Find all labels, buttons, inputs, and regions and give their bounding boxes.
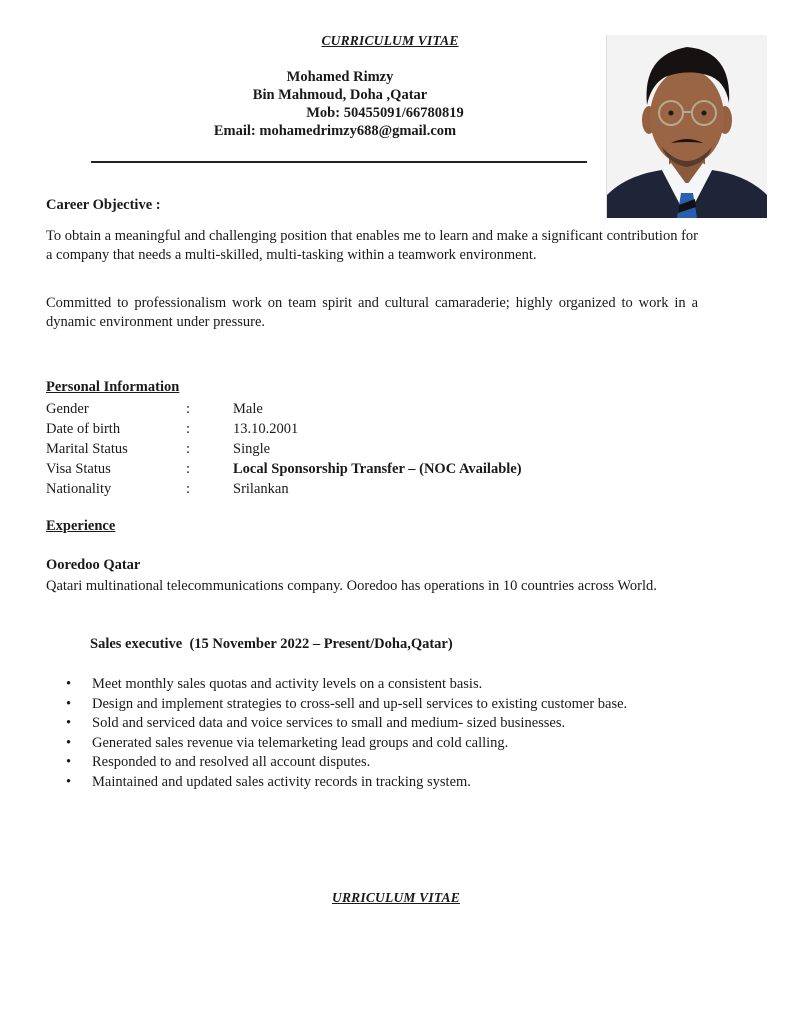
info-value: 13.10.2001 bbox=[233, 421, 299, 437]
job-role: Sales executive (15 November 2022 – Present/Doha,Qatar) bbox=[90, 636, 453, 652]
info-row-visa-status bbox=[46, 459, 522, 479]
candidate-name: Mohamed Rimzy bbox=[286, 69, 394, 85]
duty-text: Sold and serviced data and voice services to small and medium- sized businesses. bbox=[92, 715, 566, 731]
bullet-icon: • bbox=[66, 715, 72, 731]
info-separator: : bbox=[186, 421, 191, 437]
candidate-address: Bin Mahmoud, Doha ,Qatar bbox=[252, 87, 428, 103]
info-key: Marital Status bbox=[46, 441, 128, 457]
info-key: Gender bbox=[46, 401, 89, 417]
profile-photo bbox=[606, 35, 767, 218]
info-value: Single bbox=[233, 441, 271, 457]
duty-text: Generated sales revenue via telemarketing lead groups and cold calling. bbox=[92, 734, 509, 751]
list-item bbox=[66, 773, 627, 793]
info-row-marital-status bbox=[46, 439, 522, 459]
experience-heading: Experience bbox=[46, 518, 116, 534]
contact-block bbox=[90, 68, 590, 140]
info-separator: : bbox=[186, 441, 191, 457]
duty-text: Meet monthly sales quotas and activity levels on a consistent basis. bbox=[92, 676, 483, 692]
info-value: Male bbox=[233, 401, 263, 417]
career-objective-heading: Career Objective : bbox=[46, 197, 161, 213]
candidate-email: Email: mohamedrimzy688@gmail.com bbox=[213, 123, 457, 139]
list-item bbox=[66, 734, 627, 754]
candidate-mobile: Mob: 50455091/66780819 bbox=[306, 105, 464, 121]
duty-text: Design and implement strategies to cross-sell and up-sell services to existing customer base. bbox=[92, 695, 628, 712]
bullet-icon: • bbox=[66, 754, 72, 770]
info-separator: : bbox=[186, 461, 191, 477]
header-divider bbox=[91, 161, 587, 163]
duty-text: Responded to and resolved all account disputes. bbox=[92, 754, 371, 770]
personal-information-heading: Personal Information bbox=[46, 379, 180, 395]
duties-list bbox=[66, 675, 627, 792]
list-item bbox=[66, 675, 627, 695]
info-row-gender bbox=[46, 399, 522, 419]
duty-text: Maintained and updated sales activity records in tracking system. bbox=[92, 773, 471, 790]
info-row-date-of-birth bbox=[46, 419, 522, 439]
bullet-icon: • bbox=[66, 734, 72, 751]
list-item bbox=[66, 714, 627, 734]
company-name: Ooredoo Qatar bbox=[46, 557, 141, 573]
career-objective-paragraph-1: To obtain a meaningful and challenging position that enables me to learn and make a significant contribution for a company that needs a multi-skilled, multi-tasking within a teamwork environment. bbox=[46, 228, 698, 263]
info-row-nationality bbox=[46, 479, 522, 499]
info-key: Nationality bbox=[46, 481, 112, 497]
info-key: Visa Status bbox=[46, 461, 111, 477]
personal-information-table bbox=[46, 399, 522, 499]
list-item bbox=[66, 753, 627, 773]
list-item bbox=[66, 695, 627, 715]
info-key: Date of birth bbox=[46, 421, 121, 437]
portrait-icon bbox=[607, 35, 767, 218]
info-value: Srilankan bbox=[233, 481, 289, 497]
info-separator: : bbox=[186, 481, 191, 497]
company-description: Qatari multinational telecommunications company. Ooredoo has operations in 10 countries across World. bbox=[46, 578, 657, 594]
career-objective-paragraph-2: Committed to professionalism work on team spirit and cultural camaraderie; highly organized to work in a dynamic environment under pressure. bbox=[46, 295, 698, 330]
bullet-icon: • bbox=[66, 773, 72, 790]
bullet-icon: • bbox=[66, 676, 72, 692]
document-title: CURRICULUM VITAE bbox=[321, 33, 459, 48]
bullet-icon: • bbox=[66, 695, 72, 712]
info-separator: : bbox=[186, 401, 191, 417]
footer-title: URRICULUM VITAE bbox=[332, 890, 460, 905]
info-value: Local Sponsorship Transfer – (NOC Available) bbox=[233, 461, 522, 477]
